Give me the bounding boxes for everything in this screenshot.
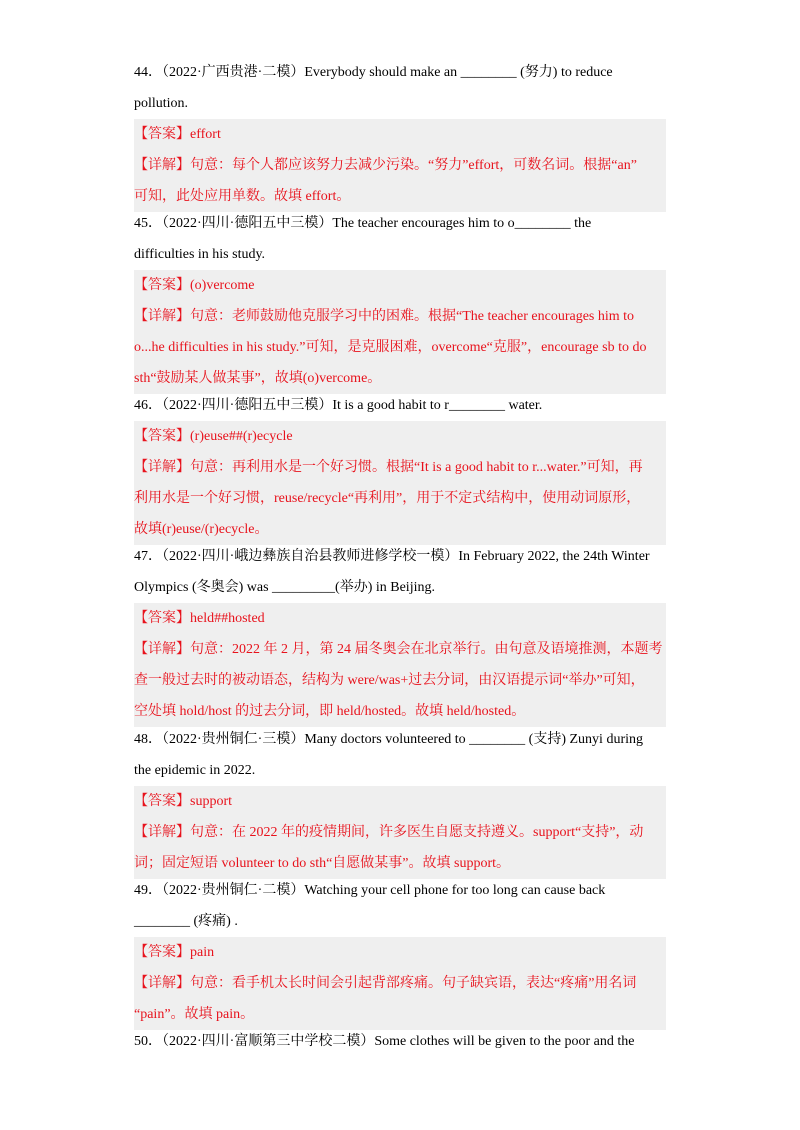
explanation-line: “pain”。故填 pain。 [134, 1007, 255, 1022]
question-text-line: 49．（2022·贵州铜仁·二模）Watching your cell phone for too long can cause back [134, 883, 606, 898]
answer-block-49 [134, 937, 666, 1030]
question-44 [134, 57, 666, 119]
question-text-line: 50．（2022·四川·富顺第三中学校二模）Some clothes will be given to the poor and the [134, 1034, 635, 1049]
question-text-line: 48．（2022·贵州铜仁·三模）Many doctors volunteered to ________ (支持) Zunyi during [134, 732, 643, 747]
question-text-line: ________ (疼痛) . [134, 914, 238, 929]
answer-line: 【答案】held##hosted [134, 611, 265, 626]
explanation-line: 【详解】句意：再利用水是一个好习惯。根据“It is a good habit to r...water.”可知，再 [134, 460, 643, 475]
answer-block-46 [134, 421, 666, 545]
explanation-line: 【详解】句意：2022 年 2 月，第 24 届冬奥会在北京举行。由句意及语境推测，本题考 [134, 642, 663, 657]
explanation-line: sth“鼓励某人做某事”，故填(o)vercome。 [134, 371, 382, 386]
question-48 [134, 724, 666, 786]
question-50 [134, 1026, 666, 1057]
explanation-line: 【详解】句意：老师鼓励他克服学习中的困难。根据“The teacher encourages him to [134, 309, 635, 324]
question-text-line: 47．（2022·四川·峨边彝族自治县教师进修学校一模）In February 2022, the 24th Winter [134, 549, 650, 564]
question-47 [134, 541, 666, 603]
explanation-line: 故填(r)euse/(r)ecycle。 [134, 522, 269, 537]
answer-block-48 [134, 786, 666, 879]
answer-block-44 [134, 119, 666, 212]
question-text-line: 44．（2022·广西贵港·二模）Everybody should make an ________ (努力) to reduce [134, 65, 613, 80]
question-text-line: 45．（2022·四川·德阳五中三模）The teacher encourages him to o________ the [134, 216, 592, 231]
question-46 [134, 390, 666, 421]
explanation-line: 可知，此处应用单数。故填 effort。 [134, 189, 351, 204]
question-text-line: the epidemic in 2022. [134, 763, 256, 778]
explanation-line: 【详解】句意：每个人都应该努力去减少污染。“努力”effort，可数名词。根据“an” [134, 158, 637, 173]
explanation-line: 【详解】句意：看手机太长时间会引起背部疼痛。句子缺宾语，表达“疼痛”用名词 [134, 976, 637, 991]
explanation-line: 利用水是一个好习惯，reuse/recycle“再利用”，用于不定式结构中，使用动词原形， [134, 491, 641, 506]
explanation-line: 空处填 hold/host 的过去分词，即 held/hosted。故填 held/hosted。 [134, 704, 526, 719]
question-text-line: pollution. [134, 96, 189, 111]
question-text-line: difficulties in his study. [134, 247, 266, 262]
question-text-line: Olympics (冬奥会) was _________(举办) in Beijing. [134, 580, 435, 595]
answer-line: 【答案】pain [134, 945, 215, 960]
answer-line: 【答案】effort [134, 127, 221, 142]
answer-line: 【答案】support [134, 794, 232, 809]
explanation-line: o...he difficulties in his study.”可知，是克服困难，overcome“克服”，encourage sb to do [134, 340, 647, 355]
question-49 [134, 875, 666, 937]
explanation-line: 词；固定短语 volunteer to do sth“自愿做某事”。故填 support。 [134, 856, 511, 871]
answer-line: 【答案】(r)euse##(r)ecycle [134, 429, 293, 444]
question-45 [134, 208, 666, 270]
answer-block-47 [134, 603, 666, 727]
explanation-line: 【详解】句意：在 2022 年的疫情期间，许多医生自愿支持遵义。support“支持”，动 [134, 825, 644, 840]
question-text-line: 46．（2022·四川·德阳五中三模）It is a good habit to r________ water. [134, 398, 543, 413]
answer-line: 【答案】(o)vercome [134, 278, 255, 293]
answer-block-45 [134, 270, 666, 394]
explanation-line: 查一般过去时的被动语态，结构为 were/was+过去分词，由汉语提示词“举办”可知， [134, 673, 645, 688]
